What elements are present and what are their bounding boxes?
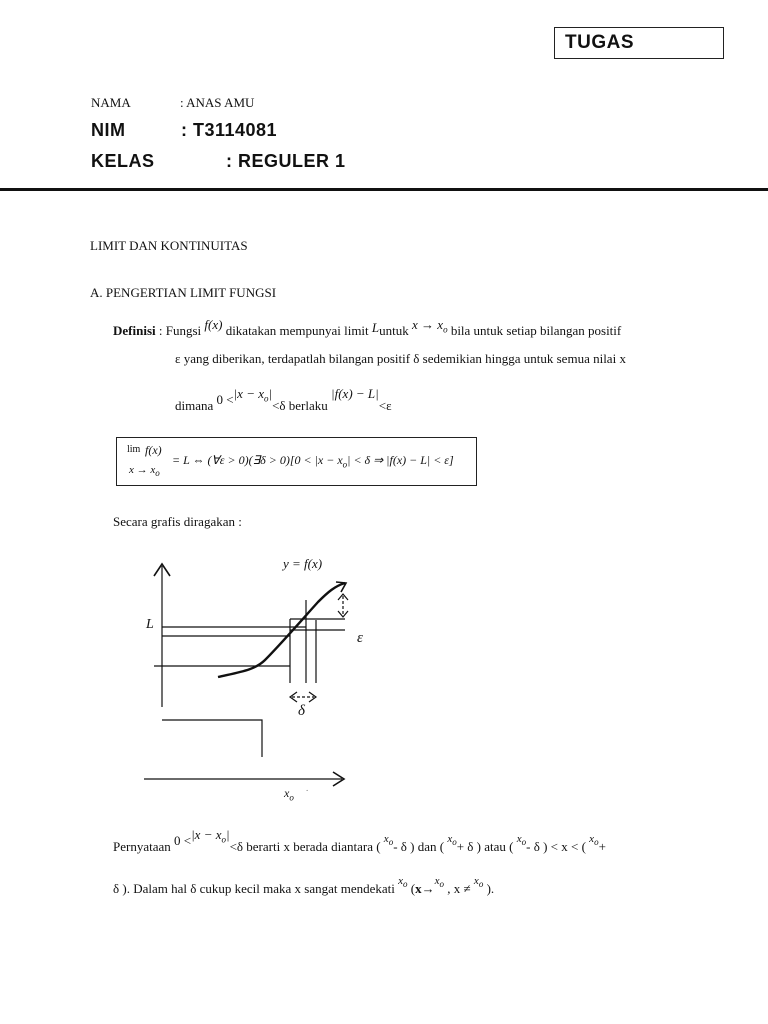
graph-x0-label: x <box>284 786 290 800</box>
formula-lim: lim <box>127 444 141 455</box>
definition-line-2: ε yang diberikan, terdapatlah bilangan positif δ sedemikian hingga untuk semua nilai x <box>175 351 626 366</box>
statement-x0g: x <box>473 875 479 887</box>
formula-body: = L ⇔ (∀ε > 0)(∃δ > 0)[0 < |x − x <box>172 453 343 467</box>
statement-b: <δ berarti x berada diantara ( <box>229 839 381 854</box>
statement-line-2 <box>113 871 495 896</box>
graph-function-label: y = f(x) <box>283 556 323 571</box>
delta-berlaku: <δ berlaku <box>272 398 328 413</box>
subsection-title: A. PENGERTIAN LIMIT FUNGSI <box>90 285 277 300</box>
statement-c: - δ ) dan ( <box>393 839 445 854</box>
formula-under: x → x <box>129 464 156 476</box>
formula-body-sub: o <box>342 459 348 470</box>
statement-x0c: x <box>516 833 522 845</box>
graph-epsilon-label: ε <box>357 630 363 646</box>
formula-body-end: | < δ ⇒ |f(x) − L| < ε] <box>347 453 454 467</box>
statement-x0a: x <box>383 833 389 845</box>
sub-d: o <box>594 837 599 848</box>
lt-epsilon: <ε <box>378 398 392 413</box>
kelas-value: : REGULER 1 <box>226 151 346 171</box>
statement-line2-d: ). <box>486 881 495 896</box>
x0-subscript: o <box>443 324 448 335</box>
definition-text-b: dikatakan mempunyai limit <box>225 323 369 338</box>
sub-f: o <box>439 879 445 890</box>
statement-d: + δ ) atau ( <box>456 839 514 854</box>
statement-x0b: x <box>447 833 453 845</box>
statement-e: - δ ) < x < ( <box>526 839 586 854</box>
sub-a: o <box>388 837 394 848</box>
graph-x0-sub: o <box>289 792 294 803</box>
kelas-label: KELAS <box>91 151 155 171</box>
zero-lt: 0 < <box>216 392 234 407</box>
definition-text-c: untuk <box>379 323 409 338</box>
nim-value: : T3114081 <box>181 120 278 140</box>
nama-value: : ANAS AMU <box>180 95 255 110</box>
lower-frame <box>162 720 262 757</box>
statement-x0f: x <box>434 875 440 887</box>
abs-fx-L: |f(x) − L| <box>331 386 379 401</box>
sub-g: o <box>478 879 484 890</box>
definition-label: Definisi <box>113 323 156 338</box>
graph-mark: . <box>306 783 309 793</box>
definition-text-d: bila untuk setiap bilangan positif <box>450 323 622 338</box>
statement-f: + <box>598 839 606 854</box>
sub-b: o <box>452 837 457 848</box>
abs-end: | <box>268 386 273 401</box>
formula-under-sub: o <box>155 468 160 479</box>
statement-line2-b: ( <box>410 881 416 896</box>
graph-delta-label: δ <box>298 703 305 719</box>
statement-a: Pernyataan <box>113 839 171 854</box>
L-symbol: L <box>371 320 380 335</box>
statement-line2-a: δ ). Dalam hal δ cukup kecil maka x sangat mendekati <box>113 881 395 896</box>
x-to-x0: x → x <box>412 317 444 332</box>
statement-x-arrow: x→ <box>415 881 435 896</box>
fx-symbol: f(x) <box>204 317 223 332</box>
abs-x-x0: |x − x <box>233 386 264 401</box>
sub-e: o <box>403 879 408 890</box>
formula-fx: f(x) <box>145 443 162 457</box>
statement-line2-c: , x ≠ <box>447 881 471 896</box>
title-tugas: TUGAS <box>565 32 634 53</box>
nama-label: NAMA <box>91 95 131 110</box>
nim-label: NIM <box>91 120 126 140</box>
graph-intro: Secara grafis diragakan : <box>113 514 242 529</box>
sub-c: o <box>521 837 527 848</box>
statement-abs-end: | <box>226 827 230 842</box>
abs-subscript: o <box>264 393 269 404</box>
statement-x0d: x <box>589 833 595 845</box>
graph-L-label: L <box>146 617 154 632</box>
statement-abs: |x − x <box>191 827 222 842</box>
statement-zero: 0 < <box>174 833 192 848</box>
statement-abs-sub: o <box>221 834 226 845</box>
definition-text-a: : Fungsi <box>158 323 202 338</box>
dimana-text: dimana <box>175 398 214 413</box>
statement-x0e: x <box>398 875 404 887</box>
section-title: LIMIT DAN KONTINUITAS <box>90 238 248 253</box>
statement-line-1 <box>113 827 606 854</box>
